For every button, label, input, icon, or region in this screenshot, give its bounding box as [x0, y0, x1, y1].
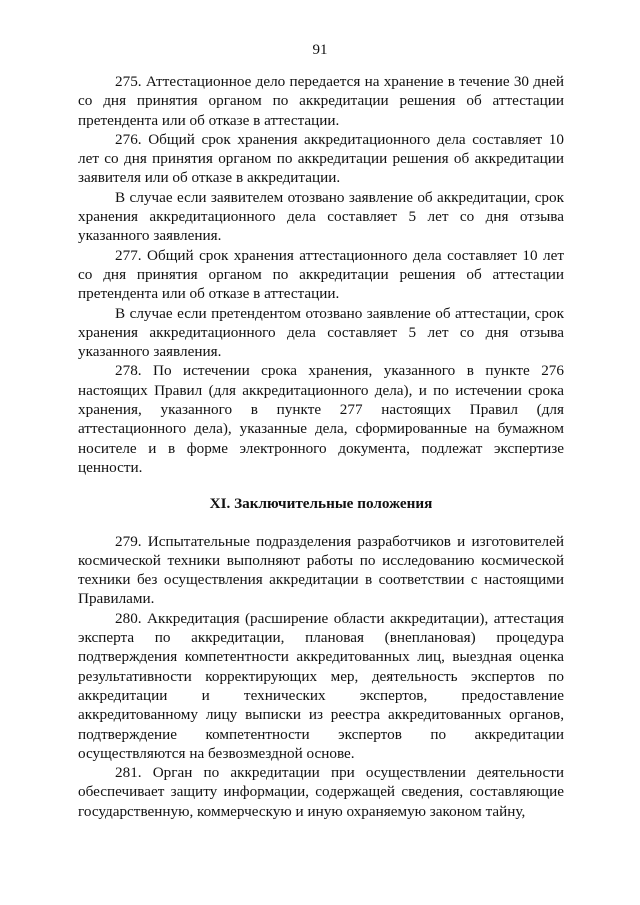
paragraph-281: 281. Орган по аккредитации при осуществлении деятельности обеспечивает защиту информации, содержащей сведения, составляющие государственную, коммерческую и иную охраняемую законом тайну,: [78, 764, 564, 820]
paragraph-278: 278. По истечении срока хранения, указанного в пункте 276 настоящих Правил (для аккредитационного дела), и по истечении срока хранения, указанного в пункте 277 настоящих Правил (для аттестационного дела), указанные дела, сформированные на бумажном носителе и в форме электронного документа, подлежат экспертизе ценности.: [78, 362, 564, 476]
page-number: 91: [312, 42, 328, 58]
paragraph-276-withdrawal: В случае если заявителем отозвано заявление об аккредитации, срок хранения аккредитационного дела составляет 5 лет со дня отзыва указанного заявления.: [78, 188, 564, 245]
paragraph-279: 279. Испытательные подразделения разработчиков и изготовителей космической техники выполняют работы по исследованию космической техники без осуществления аккредитации в соответствии с настоящими Правилами.: [78, 532, 564, 608]
paragraph-275: 275. Аттестационное дело передается на хранение в течение 30 дней со дня принятия органом по аккредитации решения об аттестации претендента или об отказе в аттестации.: [78, 73, 564, 129]
paragraph-280: 280. Аккредитация (расширение области аккредитации), аттестация эксперта по аккредитации, плановая (внеплановая) процедура подтверждения компетентности аккредитованных лиц, выездная оценка результативности корректирующих мер, деятельность экспертов по аккредитации и технических экспертов, предоставление аккредитованному лицу выписки из реестра аккредитованных органов, подтверждение компетентности экспертов по аккредитации осуществляются на безвозмездной основе.: [78, 609, 564, 762]
section-heading: XI. Заключительные положения: [209, 495, 433, 513]
paragraph-277: 277. Общий срок хранения аттестационного дела составляет 10 лет со дня принятия органом по аккредитации решения об аттестации претендента или об отказе в аттестации.: [78, 246, 564, 303]
paragraph-276: 276. Общий срок хранения аккредитационного дела составляет 10 лет со дня принятия органом по аккредитации решения об аккредитации заявителя или об отказе в аккредитации.: [78, 130, 564, 187]
paragraph-277-withdrawal: В случае если претендентом отозвано заявление об аттестации, срок хранения аккредитационного дела составляет 5 лет со дня отзыва указанного заявления.: [78, 304, 564, 361]
document-body: [78, 72, 564, 821]
